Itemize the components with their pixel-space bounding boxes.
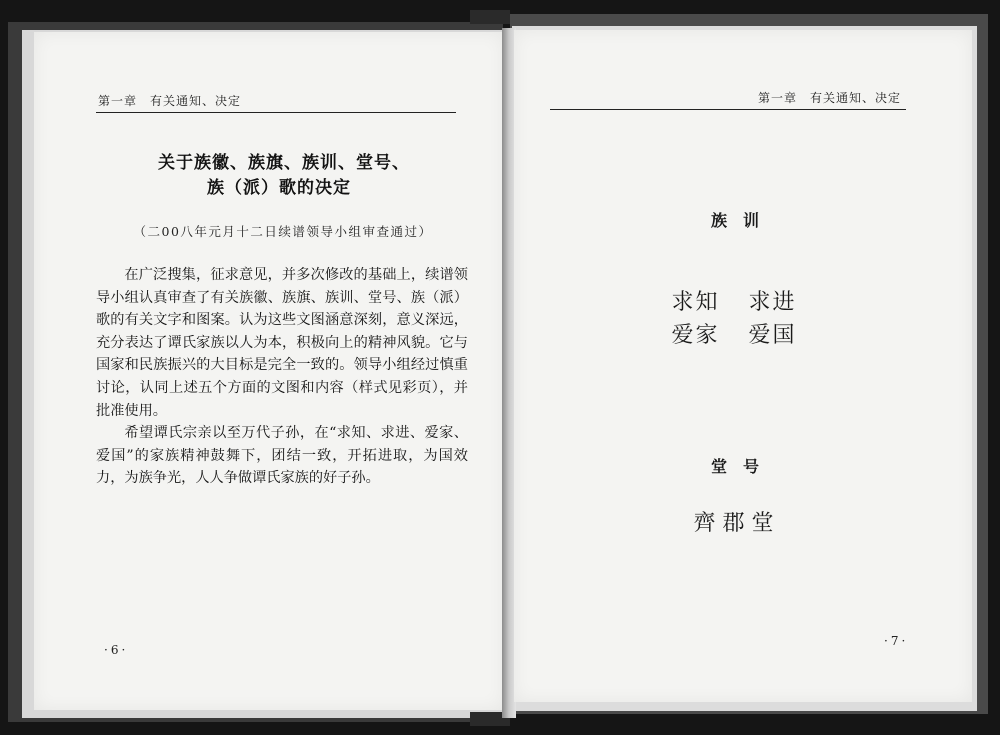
page-number-right: ·7· [884, 634, 909, 648]
page-number-left: ·6· [104, 643, 129, 657]
hall-name-heading: 堂 号 [710, 457, 759, 476]
body-paragraph-1: 在广泛搜集，征求意见，并多次修改的基础上，续谱领导小组认真审查了有关族徽、族旗、族训、堂号、族（派）歌的有关文字和图案。认为这些文图涵意深刻，意义深远，充分表达了谭氏家族以人为本，积极向上的精神风貌。它与国家和民族振兴的大目标是完全一致的。领导小组经过慎重讨论，认同上述五个方面的文图和内容（样式见彩页），并批准使用。 [96, 267, 468, 419]
family-motto-line2 [514, 318, 972, 349]
motto-love-country: 爱国 [748, 323, 797, 348]
decision-title-line1: 关于族徽、族旗、族训、堂号、 [158, 153, 410, 173]
family-motto-heading: 族 训 [710, 211, 759, 230]
family-motto-line1 [514, 285, 972, 316]
body-paragraph-2: 希望谭氏宗亲以至万代子孙，在“求知、求进、爱家、爱国”的家族精神鼓舞下，团结一致，开拓进取，为国效力，为族争光，人人争做谭氏家族的好子孙。 [96, 425, 468, 487]
header-rule-left [96, 112, 456, 113]
decision-title-line2: 族（派）歌的决定 [207, 178, 351, 198]
motto-seek-progress: 求进 [748, 290, 797, 315]
decision-subtitle: （二00八年元月十二日续谱领导小组审查通过） [133, 224, 433, 239]
right-page [514, 30, 972, 702]
header-rule-right [550, 109, 906, 110]
running-head-left: 第一章 有关通知、决定 [98, 94, 242, 108]
decision-body [96, 264, 468, 490]
running-head-right: 第一章 有关通知、决定 [758, 91, 902, 105]
binding-clip-top [470, 10, 510, 24]
motto-seek-knowledge: 求知 [671, 290, 720, 315]
left-page [34, 32, 506, 710]
motto-love-family: 爱家 [671, 323, 720, 348]
hall-name: 齊郡堂 [693, 511, 781, 536]
